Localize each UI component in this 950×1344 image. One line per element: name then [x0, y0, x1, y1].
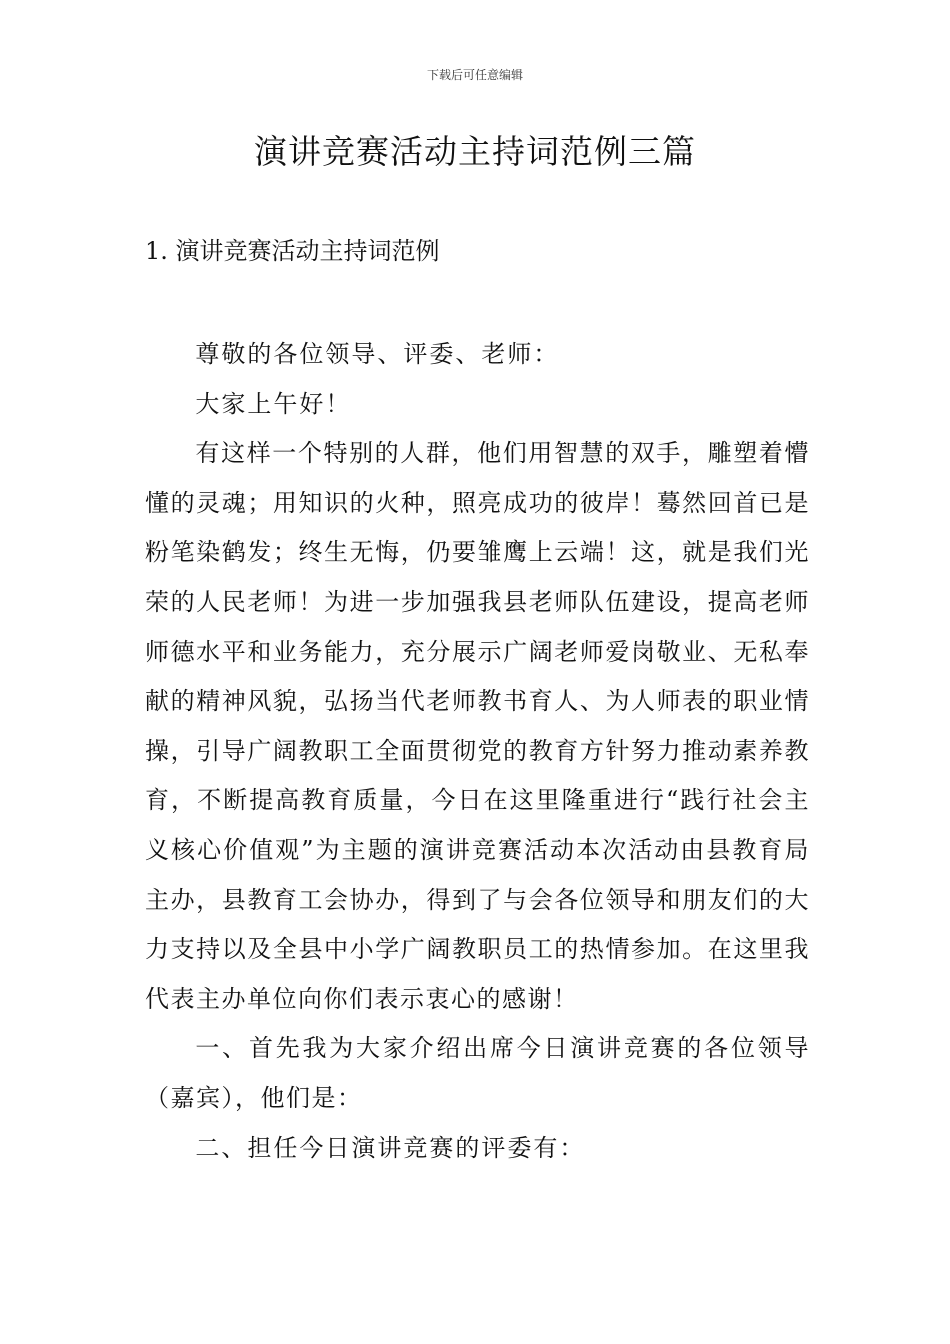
judges-paragraph: 二、担任今日演讲竞赛的评委有： [195, 1133, 586, 1162]
greeting-paragraph: 大家上午好！ [195, 389, 352, 418]
page-header-note: 下载后可任意编辑 [426, 68, 523, 82]
salutation-paragraph: 尊敬的各位领导、评委、老师： [195, 340, 560, 368]
document-title: 演讲竞赛活动主持词范例三篇 [254, 132, 696, 171]
section-heading: 1. 演讲竞赛活动主持词范例 [145, 237, 440, 265]
body-text [145, 330, 810, 1173]
leaders-paragraph: 一、首先我为大家介绍出席今日演讲竞赛的各位领导（嘉宾），他们是： [145, 1034, 810, 1112]
intro-paragraph: 有这样一个特别的人群，他们用智慧的双手，雕塑着懵懂的灵魂；用知识的火种，照亮成功的彼岸！蓦然回首已是粉笔染鹤发；终生无悔，仍要雏鹰上云端！这，就是我们光荣的人民老师！为进一步加强我县老师队伍建设，提高老师师德水平和业务能力，充分展示广阔老师爱岗敬业、无私奉献的精神风貌，弘扬当代老师教书育人、为人师表的职业情操，引导广阔教职工全面贯彻党的教育方针努力推动素养教育，不断提高教育质量，今日在这里隆重进行“践行社会主义核心价值观”为主题的演讲竞赛活动本次活动由县教育局主办，县教育工会协办，得到了与会各位领导和朋友们的大力支持以及全县中小学广阔教职员工的热情参加。在这里我代表主办单位向你们表示衷心的感谢！ [145, 439, 810, 1013]
